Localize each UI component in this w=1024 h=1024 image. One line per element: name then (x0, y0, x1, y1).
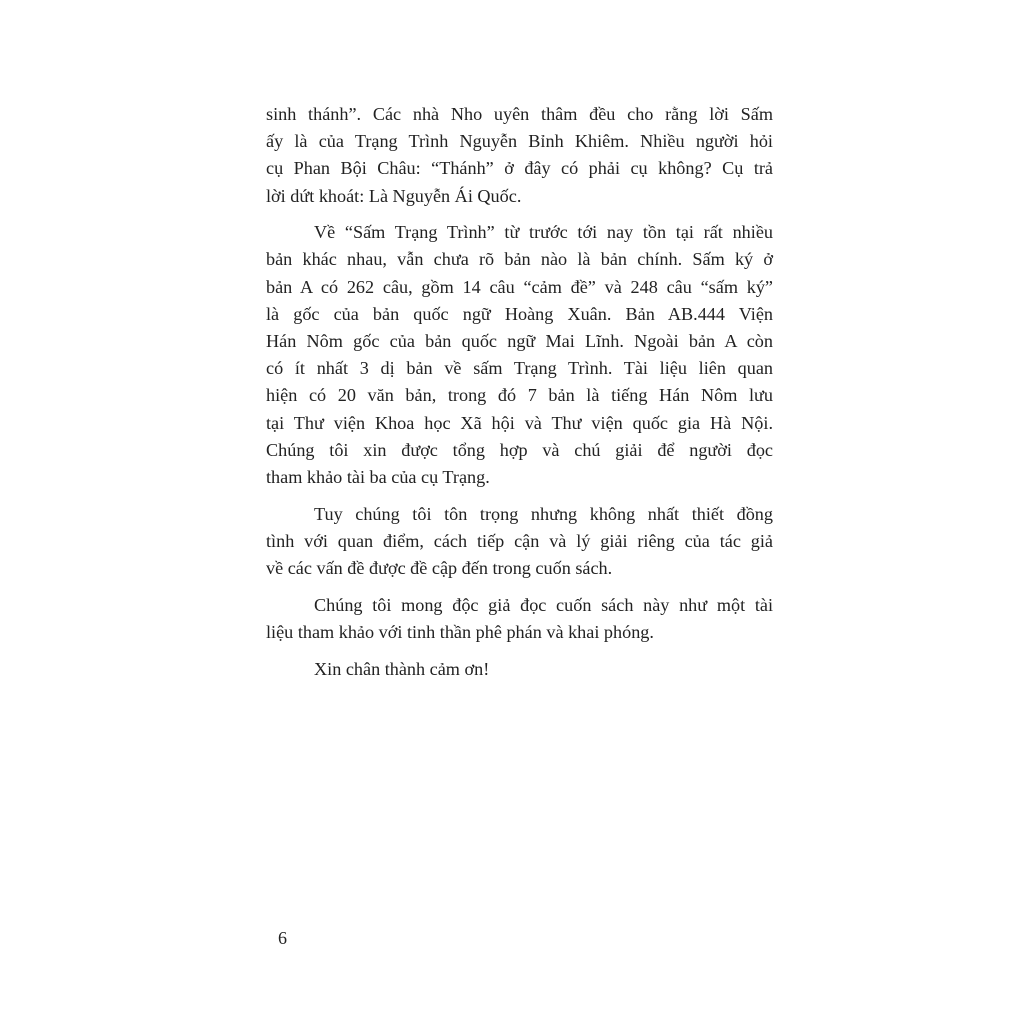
text-line: Xin chân thành cảm ơn! (314, 658, 490, 679)
text-line: Chúng tôi xin được tổng hợp và chú giải để người đọc (266, 439, 773, 460)
text-line: về các vấn đề được đề cập đến trong cuốn sách. (266, 558, 613, 578)
text-line: liệu tham khảo với tinh thần phê phán và khai phóng. (266, 621, 654, 642)
text-line: bản A có 262 câu, gồm 14 câu “cảm đề” và 248 câu “sấm ký” (266, 276, 773, 297)
text-line: là gốc của bản quốc ngữ Hoàng Xuân. Bản AB.444 Viện (266, 303, 773, 324)
text-line: sinh thánh”. Các nhà Nho uyên thâm đều cho rằng lời Sấm (266, 104, 773, 124)
text-line: hiện có 20 văn bản, trong đó 7 bản là tiếng Hán Nôm lưu (266, 385, 773, 406)
paragraph-1 (266, 101, 773, 210)
body-text (266, 101, 773, 692)
text-line: có ít nhất 3 dị bản về sấm Trạng Trình. Tài liệu liên quan (266, 358, 773, 379)
paragraph-4 (266, 592, 773, 646)
text-line: Về “Sấm Trạng Trình” từ trước tới nay tồn tại rất nhiều (314, 222, 773, 243)
text-line: Chúng tôi mong độc giả đọc cuốn sách này như một tài (314, 594, 773, 615)
paragraph-2 (266, 219, 773, 491)
paragraph-3 (266, 501, 773, 583)
page-number: 6 (278, 928, 287, 948)
text-line: bản khác nhau, vẫn chưa rõ bản nào là bản chính. Sấm ký ở (266, 249, 773, 270)
text-line: lời dứt khoát: Là Nguyễn Ái Quốc. (266, 185, 522, 206)
text-line: tại Thư viện Khoa học Xã hội và Thư viện quốc gia Hà Nội. (266, 412, 773, 433)
text-line: Tuy chúng tôi tôn trọng nhưng không nhất thiết đồng (314, 503, 773, 524)
paragraph-5 (266, 656, 773, 683)
text-line: cụ Phan Bội Châu: “Thánh” ở đây có phải cụ không? Cụ trả (266, 158, 773, 179)
text-line: tình với quan điểm, cách tiếp cận và lý giải riêng của tác giả (266, 530, 773, 551)
text-line: tham khảo tài ba của cụ Trạng. (266, 466, 490, 487)
text-line: ấy là của Trạng Trình Nguyễn Bỉnh Khiêm. Nhiều người hỏi (266, 131, 773, 152)
text-line: Hán Nôm gốc của bản quốc ngữ Mai Lĩnh. Ngoài bản A còn (266, 331, 773, 351)
